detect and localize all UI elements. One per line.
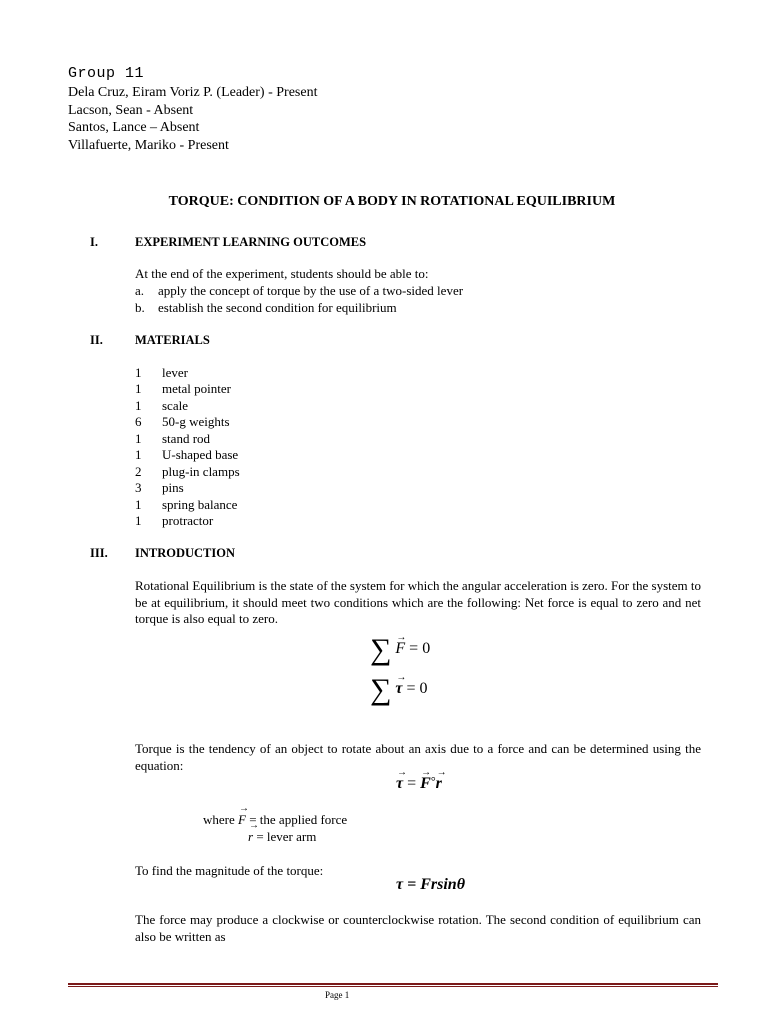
material-name: stand rod [162, 431, 211, 446]
equation-sum-torque [370, 673, 428, 706]
sigma-symbol: ∑ [370, 633, 392, 666]
material-qty: 1 [135, 365, 142, 380]
outcome-label: b. [135, 300, 145, 315]
section-number: II. [90, 333, 103, 347]
torque-vector-symbol: → τ [395, 681, 402, 698]
section-number: III. [90, 546, 108, 560]
material-qty: 3 [135, 480, 142, 495]
force-vector-symbol: → F [395, 641, 405, 658]
member-item: Lacson, Sean - Absent [68, 102, 194, 118]
document-title: TORQUE: CONDITION OF A BODY IN ROTATIONAL EQUILIBRIUM [168, 194, 616, 209]
where-label: where [203, 812, 235, 827]
material-item [135, 398, 188, 415]
material-qty: 2 [135, 464, 142, 479]
outcome-item [135, 300, 397, 317]
magnitude-paragraph: To find the magnitude of the torque: [135, 863, 324, 878]
lever-definition: = lever arm [256, 829, 317, 844]
outcome-text: establish the second condition for equilibrium [158, 300, 397, 315]
intro-paragraph: Rotational Equilibrium is the state of the system for which the angular acceleration is zero. For the system to be at equilibrium, it should meet two conditions which are the following: Net force is equal to zero and net torque is also equal to zero. [135, 578, 701, 626]
force-vector-symbol: → F [420, 776, 431, 793]
force-definition: = the applied force [249, 812, 348, 827]
equation-torque-magnitude: τ = Frsinθ [396, 876, 465, 893]
material-name: spring balance [162, 497, 238, 512]
section-heading-outcomes: EXPERIMENT LEARNING OUTCOMES [135, 235, 367, 249]
outcomes-intro: At the end of the experiment, students should be able to: [135, 266, 429, 281]
equation-rhs: = 0 [409, 640, 431, 657]
material-item [135, 365, 188, 382]
member-item: Santos, Lance – Absent [68, 120, 200, 135]
material-item [135, 414, 230, 431]
material-qty: 6 [135, 414, 142, 429]
material-qty: 1 [135, 381, 142, 396]
lever-vector-symbol: → r [248, 829, 253, 846]
material-name: U-shaped base [162, 447, 239, 462]
material-item [135, 464, 240, 481]
material-qty: 1 [135, 497, 142, 512]
closing-paragraph: The force may produce a clockwise or counterclockwise rotation. The second condition of equilibrium can also be written as [135, 912, 701, 944]
material-item [135, 497, 237, 514]
where-lever-line [248, 829, 316, 846]
material-name: scale [162, 398, 188, 413]
footer-rule-thin [68, 986, 718, 987]
equals-sign: = [407, 775, 417, 792]
material-name: protractor [162, 513, 214, 528]
equation-rhs: = 0 [406, 680, 428, 697]
material-name: metal pointer [162, 381, 231, 396]
material-qty: 1 [135, 431, 142, 446]
page-number: Page 1 [325, 990, 350, 1000]
material-qty: 1 [135, 513, 142, 528]
material-qty: 1 [135, 398, 142, 413]
material-item [135, 480, 184, 497]
material-item [135, 513, 213, 530]
section-heading-introduction: INTRODUCTION [135, 546, 236, 560]
equation-sum-force [370, 633, 431, 666]
member-list [68, 84, 317, 154]
force-vector-symbol: → F [238, 812, 246, 829]
material-item [135, 381, 231, 398]
outcome-text: apply the concept of torque by the use of a two-sided lever [158, 283, 464, 298]
material-name: 50-g weights [162, 414, 230, 429]
material-qty: 1 [135, 447, 142, 462]
group-title: Group 11 [68, 65, 145, 82]
material-name: plug-in clamps [162, 464, 240, 479]
material-item [135, 447, 238, 464]
footer-rule [68, 983, 718, 985]
material-name: pins [162, 480, 184, 495]
material-item [135, 431, 210, 448]
section-number: I. [90, 235, 98, 249]
member-item: Dela Cruz, Eiram Voriz P. (Leader) - Present [68, 85, 318, 100]
outcome-item [135, 283, 463, 300]
torque-definition-paragraph: Torque is the tendency of an object to rotate about an axis due to a force and can be determined using the equation: [135, 741, 701, 773]
equation-torque-vector [396, 773, 442, 793]
material-name: lever [162, 365, 188, 380]
torque-vector-symbol: → τ [396, 776, 403, 793]
outcome-label: a. [135, 283, 145, 298]
where-force-line [203, 812, 347, 829]
operator-symbol: ° [430, 774, 436, 788]
sigma-symbol: ∑ [370, 673, 392, 706]
section-heading-materials: MATERIALS [135, 333, 210, 347]
member-item: Villafuerte, Mariko - Present [68, 137, 229, 153]
lever-vector-symbol: → r [436, 776, 442, 793]
